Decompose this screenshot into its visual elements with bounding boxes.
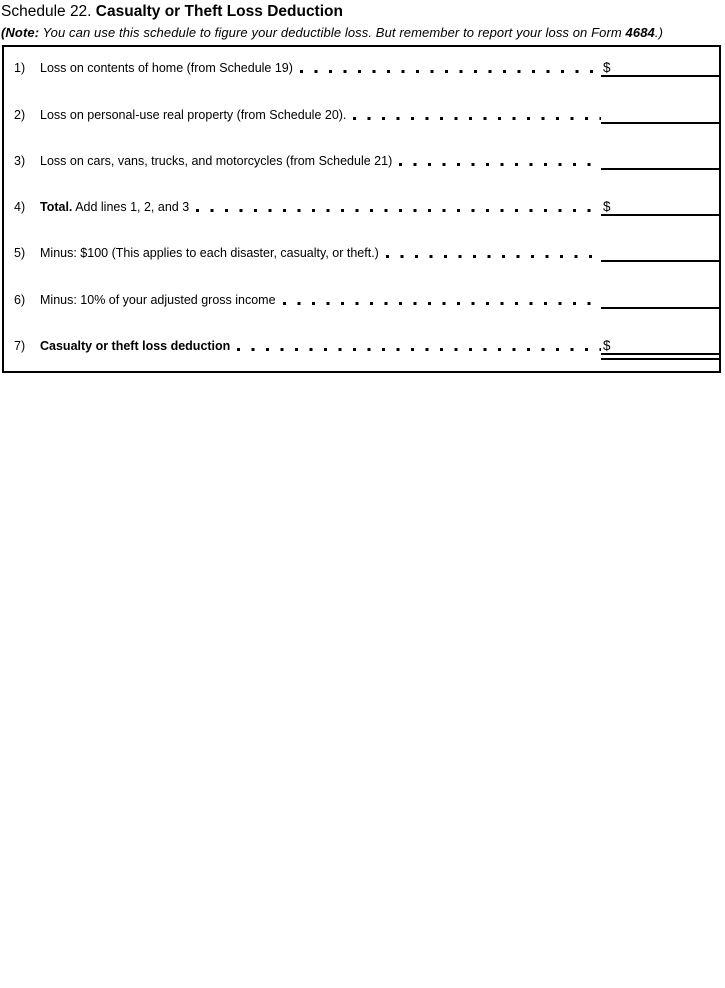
row-label: Loss on cars, vans, trucks, and motorcycles (from Schedule 21) — [40, 153, 393, 168]
row-5-minus-100 — [4, 232, 719, 278]
page-title — [1, 3, 725, 21]
row-1-loss-home-contents — [4, 47, 719, 93]
note-close: .) — [654, 25, 664, 40]
amount-field-line5[interactable] — [601, 240, 719, 262]
row-label: Total. Add lines 1, 2, and 3 — [40, 200, 190, 215]
row-7-deduction-total — [4, 325, 719, 371]
row-6-minus-10pct-agi — [4, 278, 719, 324]
schedule-box — [2, 45, 721, 373]
row-number: 1) — [14, 61, 26, 76]
row-number: 5) — [14, 246, 26, 261]
row-number: 7) — [14, 339, 26, 354]
amount-field-line4[interactable] — [601, 194, 719, 216]
amount-field-line1[interactable] — [601, 55, 719, 77]
title-main: Casualty or Theft Loss Deduction — [95, 3, 343, 20]
row-label: Minus: $100 (This applies to each disaster, casualty, or theft.) — [40, 246, 379, 261]
amount-field-line7[interactable] — [601, 333, 719, 360]
note-line — [1, 25, 725, 40]
note-text: You can use this schedule to figure your deductible loss. But remember to report your loss on Form — [39, 25, 626, 40]
dollar-sign: $ — [603, 338, 611, 354]
dollar-sign: $ — [603, 199, 611, 215]
amount-field-line2[interactable] — [601, 102, 719, 124]
dollar-sign: $ — [603, 60, 611, 76]
row-label: Minus: 10% of your adjusted gross income — [40, 292, 276, 307]
dot-leader — [283, 302, 601, 305]
row-number: 2) — [14, 107, 26, 122]
dot-leader — [353, 117, 601, 120]
worksheet-page — [0, 3, 725, 988]
row-label: Casualty or theft loss deduction — [40, 339, 231, 354]
title-prefix: Schedule 22. — [1, 3, 96, 20]
dot-leader — [386, 255, 601, 258]
dot-leader — [300, 70, 601, 73]
row-4-total — [4, 186, 719, 232]
amount-field-line6[interactable] — [601, 287, 719, 309]
dot-leader — [196, 209, 601, 212]
row-number: 6) — [14, 292, 26, 307]
note-label: (Note: — [1, 25, 40, 40]
row-2-loss-real-property — [4, 93, 719, 139]
row-number: 3) — [14, 153, 26, 168]
row-number: 4) — [14, 200, 26, 215]
amount-field-line3[interactable] — [601, 148, 719, 170]
dot-leader — [237, 348, 601, 351]
row-label: Loss on personal-use real property (from Schedule 20). — [40, 107, 347, 122]
row-label: Loss on contents of home (from Schedule 19) — [40, 61, 293, 76]
row-3-loss-vehicles — [4, 140, 719, 186]
note-form-number: 4684 — [625, 25, 655, 40]
dot-leader — [399, 163, 601, 166]
